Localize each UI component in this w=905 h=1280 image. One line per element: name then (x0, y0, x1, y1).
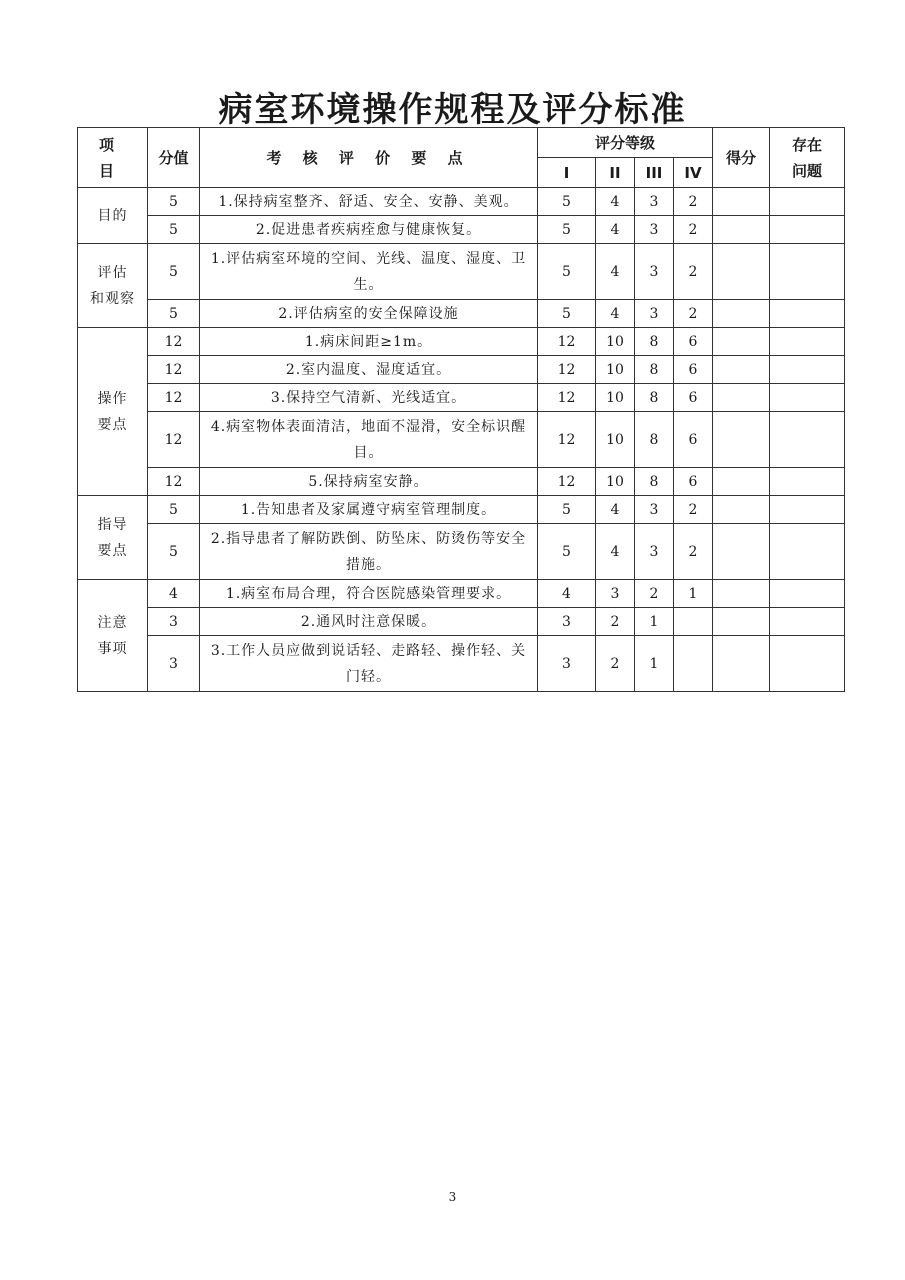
grade-cell: 4 (596, 244, 635, 300)
obtained-cell[interactable] (713, 188, 770, 216)
header-key-points: 考 核 评 价 要 点 (200, 128, 538, 188)
obtained-cell[interactable] (713, 328, 770, 356)
table-row (78, 188, 845, 216)
table-row (78, 608, 845, 636)
issues-cell[interactable] (770, 188, 845, 216)
page-title: 病室环境操作规程及评分标准 (218, 90, 687, 130)
row-text: 2.促进患者疾病痊愈与健康恢复。 (200, 216, 538, 244)
table-row (78, 468, 845, 496)
row-score: 5 (148, 524, 200, 580)
header-item: 项 目 (78, 128, 148, 188)
grade-cell: 4 (596, 188, 635, 216)
row-score: 5 (148, 496, 200, 524)
table-row (78, 524, 845, 580)
row-text: 3.工作人员应做到说话轻、走路轻、操作轻、关门轻。 (200, 636, 538, 692)
grade-cell: 2 (596, 608, 635, 636)
grade-cell: 12 (538, 356, 596, 384)
issues-cell[interactable] (770, 356, 845, 384)
row-score: 4 (148, 580, 200, 608)
grade-cell: 4 (538, 580, 596, 608)
obtained-cell[interactable] (713, 608, 770, 636)
grade-level-3: III (635, 158, 674, 188)
obtained-cell[interactable] (713, 384, 770, 412)
grade-cell: 8 (635, 384, 674, 412)
obtained-cell[interactable] (713, 244, 770, 300)
grade-cell: 3 (635, 524, 674, 580)
grade-cell: 2 (674, 524, 713, 580)
issues-cell[interactable] (770, 580, 845, 608)
grade-cell: 5 (538, 216, 596, 244)
grade-cell: 3 (635, 216, 674, 244)
page-number: 3 (448, 1190, 457, 1204)
table-row (78, 244, 845, 300)
grade-cell: 10 (596, 412, 635, 468)
row-score: 5 (148, 216, 200, 244)
row-score: 12 (148, 412, 200, 468)
grade-cell: 2 (674, 188, 713, 216)
row-text: 1.病床间距≥1m。 (200, 328, 538, 356)
grade-cell: 12 (538, 412, 596, 468)
obtained-cell[interactable] (713, 496, 770, 524)
header-issues-line1: 存在 (792, 135, 823, 154)
obtained-cell[interactable] (713, 412, 770, 468)
section-name: 操作 要点 (78, 328, 148, 496)
row-text: 1.保持病室整齐、舒适、安全、安静、美观。 (200, 188, 538, 216)
table-row (78, 496, 845, 524)
table-row (78, 636, 845, 692)
row-score: 12 (148, 384, 200, 412)
obtained-cell[interactable] (713, 468, 770, 496)
table-row (78, 328, 845, 356)
grade-cell: 5 (538, 244, 596, 300)
grade-cell: 3 (538, 608, 596, 636)
grade-cell: 12 (538, 468, 596, 496)
header-issues (770, 128, 845, 188)
issues-cell[interactable] (770, 244, 845, 300)
grade-cell (674, 636, 713, 692)
row-score: 12 (148, 468, 200, 496)
grade-cell: 10 (596, 384, 635, 412)
grade-cell: 4 (596, 496, 635, 524)
grade-cell: 3 (538, 636, 596, 692)
row-text: 3.保持空气清新、光线适宜。 (200, 384, 538, 412)
table-row (78, 412, 845, 468)
row-score: 12 (148, 328, 200, 356)
grade-cell: 6 (674, 356, 713, 384)
row-score: 5 (148, 300, 200, 328)
grade-cell: 3 (596, 580, 635, 608)
issues-cell[interactable] (770, 524, 845, 580)
grade-cell: 5 (538, 188, 596, 216)
obtained-cell[interactable] (713, 216, 770, 244)
row-text: 2.室内温度、湿度适宜。 (200, 356, 538, 384)
row-text: 2.指导患者了解防跌倒、防坠床、防烫伤等安全措施。 (200, 524, 538, 580)
grade-cell: 2 (674, 496, 713, 524)
section-name: 评估 和观察 (78, 244, 148, 328)
grade-cell: 1 (635, 636, 674, 692)
table-row (78, 300, 845, 328)
grade-cell: 5 (538, 496, 596, 524)
issues-cell[interactable] (770, 608, 845, 636)
row-score: 5 (148, 244, 200, 300)
grade-cell: 2 (674, 300, 713, 328)
obtained-cell[interactable] (713, 300, 770, 328)
scoring-table (77, 127, 845, 692)
issues-cell[interactable] (770, 496, 845, 524)
grade-cell: 8 (635, 328, 674, 356)
grade-cell: 4 (596, 524, 635, 580)
row-score: 5 (148, 188, 200, 216)
table-row (78, 216, 845, 244)
grade-cell: 4 (596, 300, 635, 328)
obtained-cell[interactable] (713, 636, 770, 692)
grade-level-4: IV (674, 158, 713, 188)
section-name: 目的 (78, 188, 148, 244)
grade-cell (674, 608, 713, 636)
header-grade: 评分等级 (538, 128, 713, 158)
row-score: 3 (148, 636, 200, 692)
table-row (78, 580, 845, 608)
grade-cell: 8 (635, 412, 674, 468)
grade-cell: 4 (596, 216, 635, 244)
issues-cell[interactable] (770, 412, 845, 468)
row-score: 3 (148, 608, 200, 636)
row-text: 5.保持病室安静。 (200, 468, 538, 496)
grade-cell: 8 (635, 468, 674, 496)
issues-cell[interactable] (770, 384, 845, 412)
grade-cell: 3 (635, 300, 674, 328)
grade-cell: 2 (674, 244, 713, 300)
row-text: 1.评估病室环境的空间、光线、温度、湿度、卫生。 (200, 244, 538, 300)
row-text: 4.病室物体表面清洁，地面不湿滑，安全标识醒目。 (200, 412, 538, 468)
header-score: 分值 (148, 128, 200, 188)
row-score: 12 (148, 356, 200, 384)
grade-cell: 12 (538, 328, 596, 356)
grade-cell: 2 (674, 216, 713, 244)
issues-cell[interactable] (770, 328, 845, 356)
grade-cell: 3 (635, 188, 674, 216)
row-text: 2.通风时注意保暖。 (200, 608, 538, 636)
obtained-cell[interactable] (713, 524, 770, 580)
obtained-cell[interactable] (713, 580, 770, 608)
grade-cell: 2 (635, 580, 674, 608)
grade-cell: 6 (674, 412, 713, 468)
grade-cell: 10 (596, 328, 635, 356)
grade-cell: 3 (635, 244, 674, 300)
grade-cell: 6 (674, 468, 713, 496)
grade-cell: 1 (635, 608, 674, 636)
grade-cell: 12 (538, 384, 596, 412)
grade-level-2: II (596, 158, 635, 188)
header-issues-line2: 问题 (792, 161, 823, 180)
obtained-cell[interactable] (713, 356, 770, 384)
grade-cell: 5 (538, 300, 596, 328)
grade-cell: 6 (674, 384, 713, 412)
grade-cell: 8 (635, 356, 674, 384)
issues-cell[interactable] (770, 216, 845, 244)
grade-cell: 10 (596, 356, 635, 384)
grade-cell: 6 (674, 328, 713, 356)
section-name: 注意 事项 (78, 580, 148, 692)
grade-cell: 2 (596, 636, 635, 692)
issues-cell[interactable] (770, 300, 845, 328)
grade-cell: 10 (596, 468, 635, 496)
issues-cell[interactable] (770, 636, 845, 692)
table-row (78, 356, 845, 384)
table-row (78, 384, 845, 412)
issues-cell[interactable] (770, 468, 845, 496)
grade-cell: 3 (635, 496, 674, 524)
grade-cell: 1 (674, 580, 713, 608)
section-name: 指导 要点 (78, 496, 148, 580)
grade-level-1: I (538, 158, 596, 188)
grade-cell: 5 (538, 524, 596, 580)
header-obtained: 得分 (713, 128, 770, 188)
row-text: 1.病室布局合理，符合医院感染管理要求。 (200, 580, 538, 608)
row-text: 2.评估病室的安全保障设施 (200, 300, 538, 328)
row-text: 1.告知患者及家属遵守病室管理制度。 (200, 496, 538, 524)
